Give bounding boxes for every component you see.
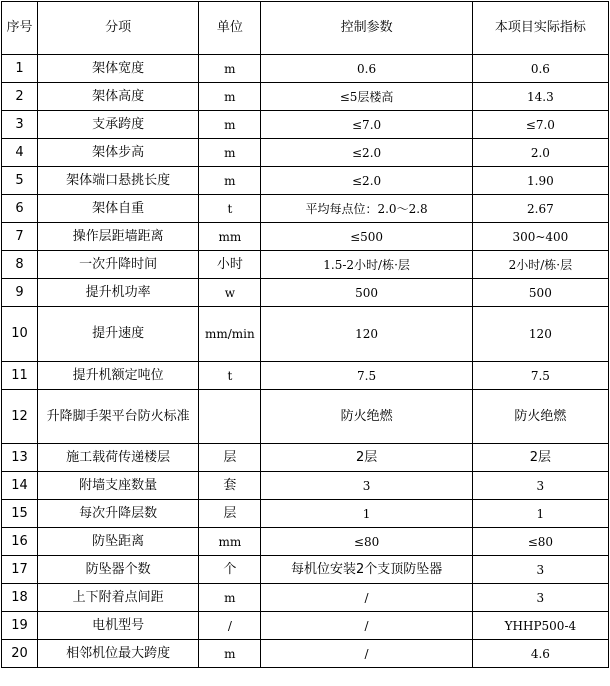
cell-param: 1.5-2小时/栋·层 [261, 251, 472, 279]
cell-no: 19 [2, 612, 38, 640]
table-row [2, 139, 609, 167]
cell-no: 16 [2, 528, 38, 556]
cell-actual: 1 [472, 500, 608, 528]
cell-actual: 0.6 [472, 55, 608, 83]
cell-param: 平均每点位：2.0～2.8 [261, 195, 472, 223]
cell-item: 架体端口悬挑长度 [38, 167, 199, 195]
cell-no: 3 [2, 111, 38, 139]
cell-unit: m [199, 640, 261, 668]
cell-param: ≤2.0 [261, 167, 472, 195]
cell-param: 120 [261, 307, 472, 362]
cell-param: ≤2.0 [261, 139, 472, 167]
cell-param: 7.5 [261, 362, 472, 390]
cell-actual: 2小时/栋·层 [472, 251, 608, 279]
cell-param: 0.6 [261, 55, 472, 83]
cell-item: 每次升降层数 [38, 500, 199, 528]
cell-no: 11 [2, 362, 38, 390]
cell-param: / [261, 640, 472, 668]
table-row [2, 640, 609, 668]
header-row [2, 2, 609, 55]
cell-actual: 1.90 [472, 167, 608, 195]
cell-no: 12 [2, 390, 38, 444]
cell-unit: mm [199, 223, 261, 251]
cell-no: 9 [2, 279, 38, 307]
cell-param: ≤80 [261, 528, 472, 556]
cell-unit: m [199, 584, 261, 612]
cell-item: 升降脚手架平台防火标准 [38, 390, 199, 444]
cell-item: 附墙支座数量 [38, 472, 199, 500]
cell-no: 20 [2, 640, 38, 668]
cell-item: 提升速度 [38, 307, 199, 362]
cell-item: 提升机功率 [38, 279, 199, 307]
cell-unit: 个 [199, 556, 261, 584]
header-param: 控制参数 [261, 2, 472, 55]
spec-table [1, 1, 609, 668]
cell-unit: 层 [199, 500, 261, 528]
table-row [2, 111, 609, 139]
cell-actual: 120 [472, 307, 608, 362]
cell-unit: t [199, 362, 261, 390]
cell-no: 15 [2, 500, 38, 528]
cell-unit: m [199, 83, 261, 111]
table-row [2, 167, 609, 195]
header-unit: 单位 [199, 2, 261, 55]
cell-param: ≤5层楼高 [261, 83, 472, 111]
cell-param: 防火绝燃 [261, 390, 472, 444]
cell-no: 8 [2, 251, 38, 279]
cell-param: ≤500 [261, 223, 472, 251]
cell-param: 每机位安装2个支顶防坠器 [261, 556, 472, 584]
cell-actual: 300~400 [472, 223, 608, 251]
cell-item: 提升机额定吨位 [38, 362, 199, 390]
cell-actual: 14.3 [472, 83, 608, 111]
table-row [2, 55, 609, 83]
cell-unit: m [199, 55, 261, 83]
cell-item: 电机型号 [38, 612, 199, 640]
table-row [2, 472, 609, 500]
table-row [2, 279, 609, 307]
cell-item: 操作层距墙距离 [38, 223, 199, 251]
cell-unit: mm/min [199, 307, 261, 362]
cell-item: 架体自重 [38, 195, 199, 223]
cell-param: 2层 [261, 444, 472, 472]
table-row [2, 500, 609, 528]
cell-param: 500 [261, 279, 472, 307]
cell-unit: 层 [199, 444, 261, 472]
table-row [2, 195, 609, 223]
header-actual: 本项目实际指标 [472, 2, 608, 55]
cell-unit [199, 390, 261, 444]
cell-item: 施工载荷传递楼层 [38, 444, 199, 472]
table-row [2, 307, 609, 362]
cell-no: 5 [2, 167, 38, 195]
table-row [2, 584, 609, 612]
cell-param: / [261, 612, 472, 640]
cell-item: 相邻机位最大跨度 [38, 640, 199, 668]
cell-actual: 3 [472, 472, 608, 500]
table-row [2, 223, 609, 251]
cell-actual: 2.67 [472, 195, 608, 223]
cell-item: 架体步高 [38, 139, 199, 167]
cell-item: 支承跨度 [38, 111, 199, 139]
cell-actual: ≤7.0 [472, 111, 608, 139]
cell-actual: 3 [472, 556, 608, 584]
cell-param: 1 [261, 500, 472, 528]
cell-actual: 3 [472, 584, 608, 612]
table-row [2, 362, 609, 390]
cell-actual: YHHP500-4 [472, 612, 608, 640]
cell-unit: m [199, 139, 261, 167]
cell-param: 3 [261, 472, 472, 500]
cell-no: 18 [2, 584, 38, 612]
cell-actual: 4.6 [472, 640, 608, 668]
cell-item: 防坠距离 [38, 528, 199, 556]
cell-unit: m [199, 111, 261, 139]
cell-unit: 小时 [199, 251, 261, 279]
cell-no: 13 [2, 444, 38, 472]
cell-no: 10 [2, 307, 38, 362]
cell-item: 一次升降时间 [38, 251, 199, 279]
header-item: 分项 [38, 2, 199, 55]
cell-unit: m [199, 167, 261, 195]
cell-unit: mm [199, 528, 261, 556]
table-row [2, 444, 609, 472]
cell-param: ≤7.0 [261, 111, 472, 139]
cell-no: 6 [2, 195, 38, 223]
cell-item: 架体高度 [38, 83, 199, 111]
cell-item: 防坠器个数 [38, 556, 199, 584]
cell-param: / [261, 584, 472, 612]
cell-no: 17 [2, 556, 38, 584]
cell-actual: ≤80 [472, 528, 608, 556]
table-row [2, 528, 609, 556]
cell-actual: 防火绝燃 [472, 390, 608, 444]
cell-actual: 7.5 [472, 362, 608, 390]
cell-unit: 套 [199, 472, 261, 500]
table-row [2, 556, 609, 584]
cell-no: 2 [2, 83, 38, 111]
table-row [2, 251, 609, 279]
cell-actual: 2.0 [472, 139, 608, 167]
table-row [2, 83, 609, 111]
header-no: 序号 [2, 2, 38, 55]
table-row [2, 390, 609, 444]
cell-unit: / [199, 612, 261, 640]
cell-no: 1 [2, 55, 38, 83]
cell-no: 4 [2, 139, 38, 167]
cell-actual: 2层 [472, 444, 608, 472]
cell-no: 14 [2, 472, 38, 500]
cell-item: 架体宽度 [38, 55, 199, 83]
table-row [2, 612, 609, 640]
cell-unit: w [199, 279, 261, 307]
cell-no: 7 [2, 223, 38, 251]
cell-unit: t [199, 195, 261, 223]
cell-actual: 500 [472, 279, 608, 307]
cell-item: 上下附着点间距 [38, 584, 199, 612]
